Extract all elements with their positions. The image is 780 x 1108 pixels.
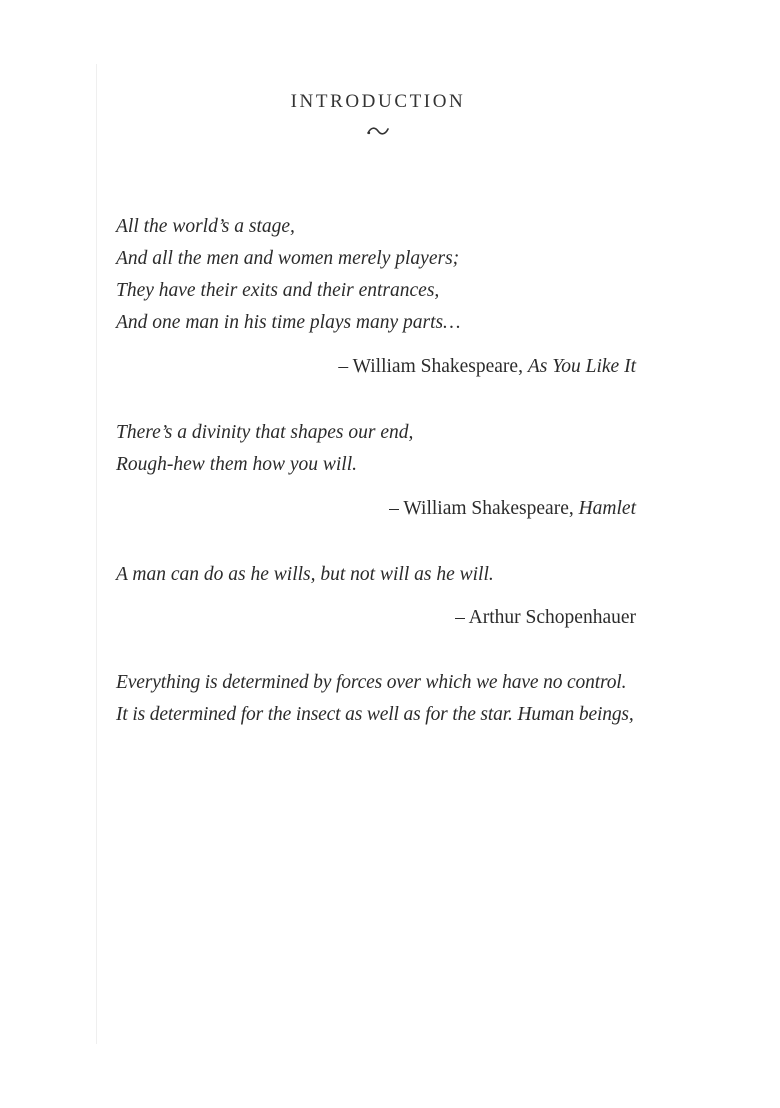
quote-shakespeare-as-you-like-it [116, 211, 636, 339]
body-paragraph [116, 667, 636, 731]
page-title: INTRODUCTION [290, 91, 466, 112]
quote-attribution [116, 604, 636, 632]
quote-line: Rough-hew them how you will. [116, 454, 358, 475]
quote-line: And all the men and women merely players; [116, 248, 460, 269]
attribution-work: Hamlet [578, 498, 636, 519]
attribution-author: – Arthur Schopenhauer [455, 607, 636, 628]
quote-shakespeare-hamlet [116, 417, 636, 481]
quote-schopenhauer [116, 559, 636, 591]
quote-attribution [116, 353, 636, 381]
quote-line: All the world’s a stage, [116, 216, 295, 237]
quote-line: And one man in his time plays many parts… [116, 312, 461, 333]
swash-ornament-icon [366, 124, 390, 138]
attribution-work: As You Like It [527, 356, 636, 377]
quote-line: There’s a divinity that shapes our end, [116, 422, 414, 443]
page-edge [96, 64, 97, 1044]
attribution-author: – William Shakespeare, [389, 498, 574, 519]
body-line: Everything is determined by forces over which we have no control. [116, 672, 627, 693]
attribution-author: – William Shakespeare, [338, 356, 523, 377]
quote-attribution [116, 495, 636, 523]
quote-line: A man can do as he wills, but not will as he will. [116, 564, 494, 585]
body-line: It is determined for the insect as well as for the star. Human beings, [116, 704, 634, 725]
quote-line: They have their exits and their entrances, [116, 280, 440, 301]
